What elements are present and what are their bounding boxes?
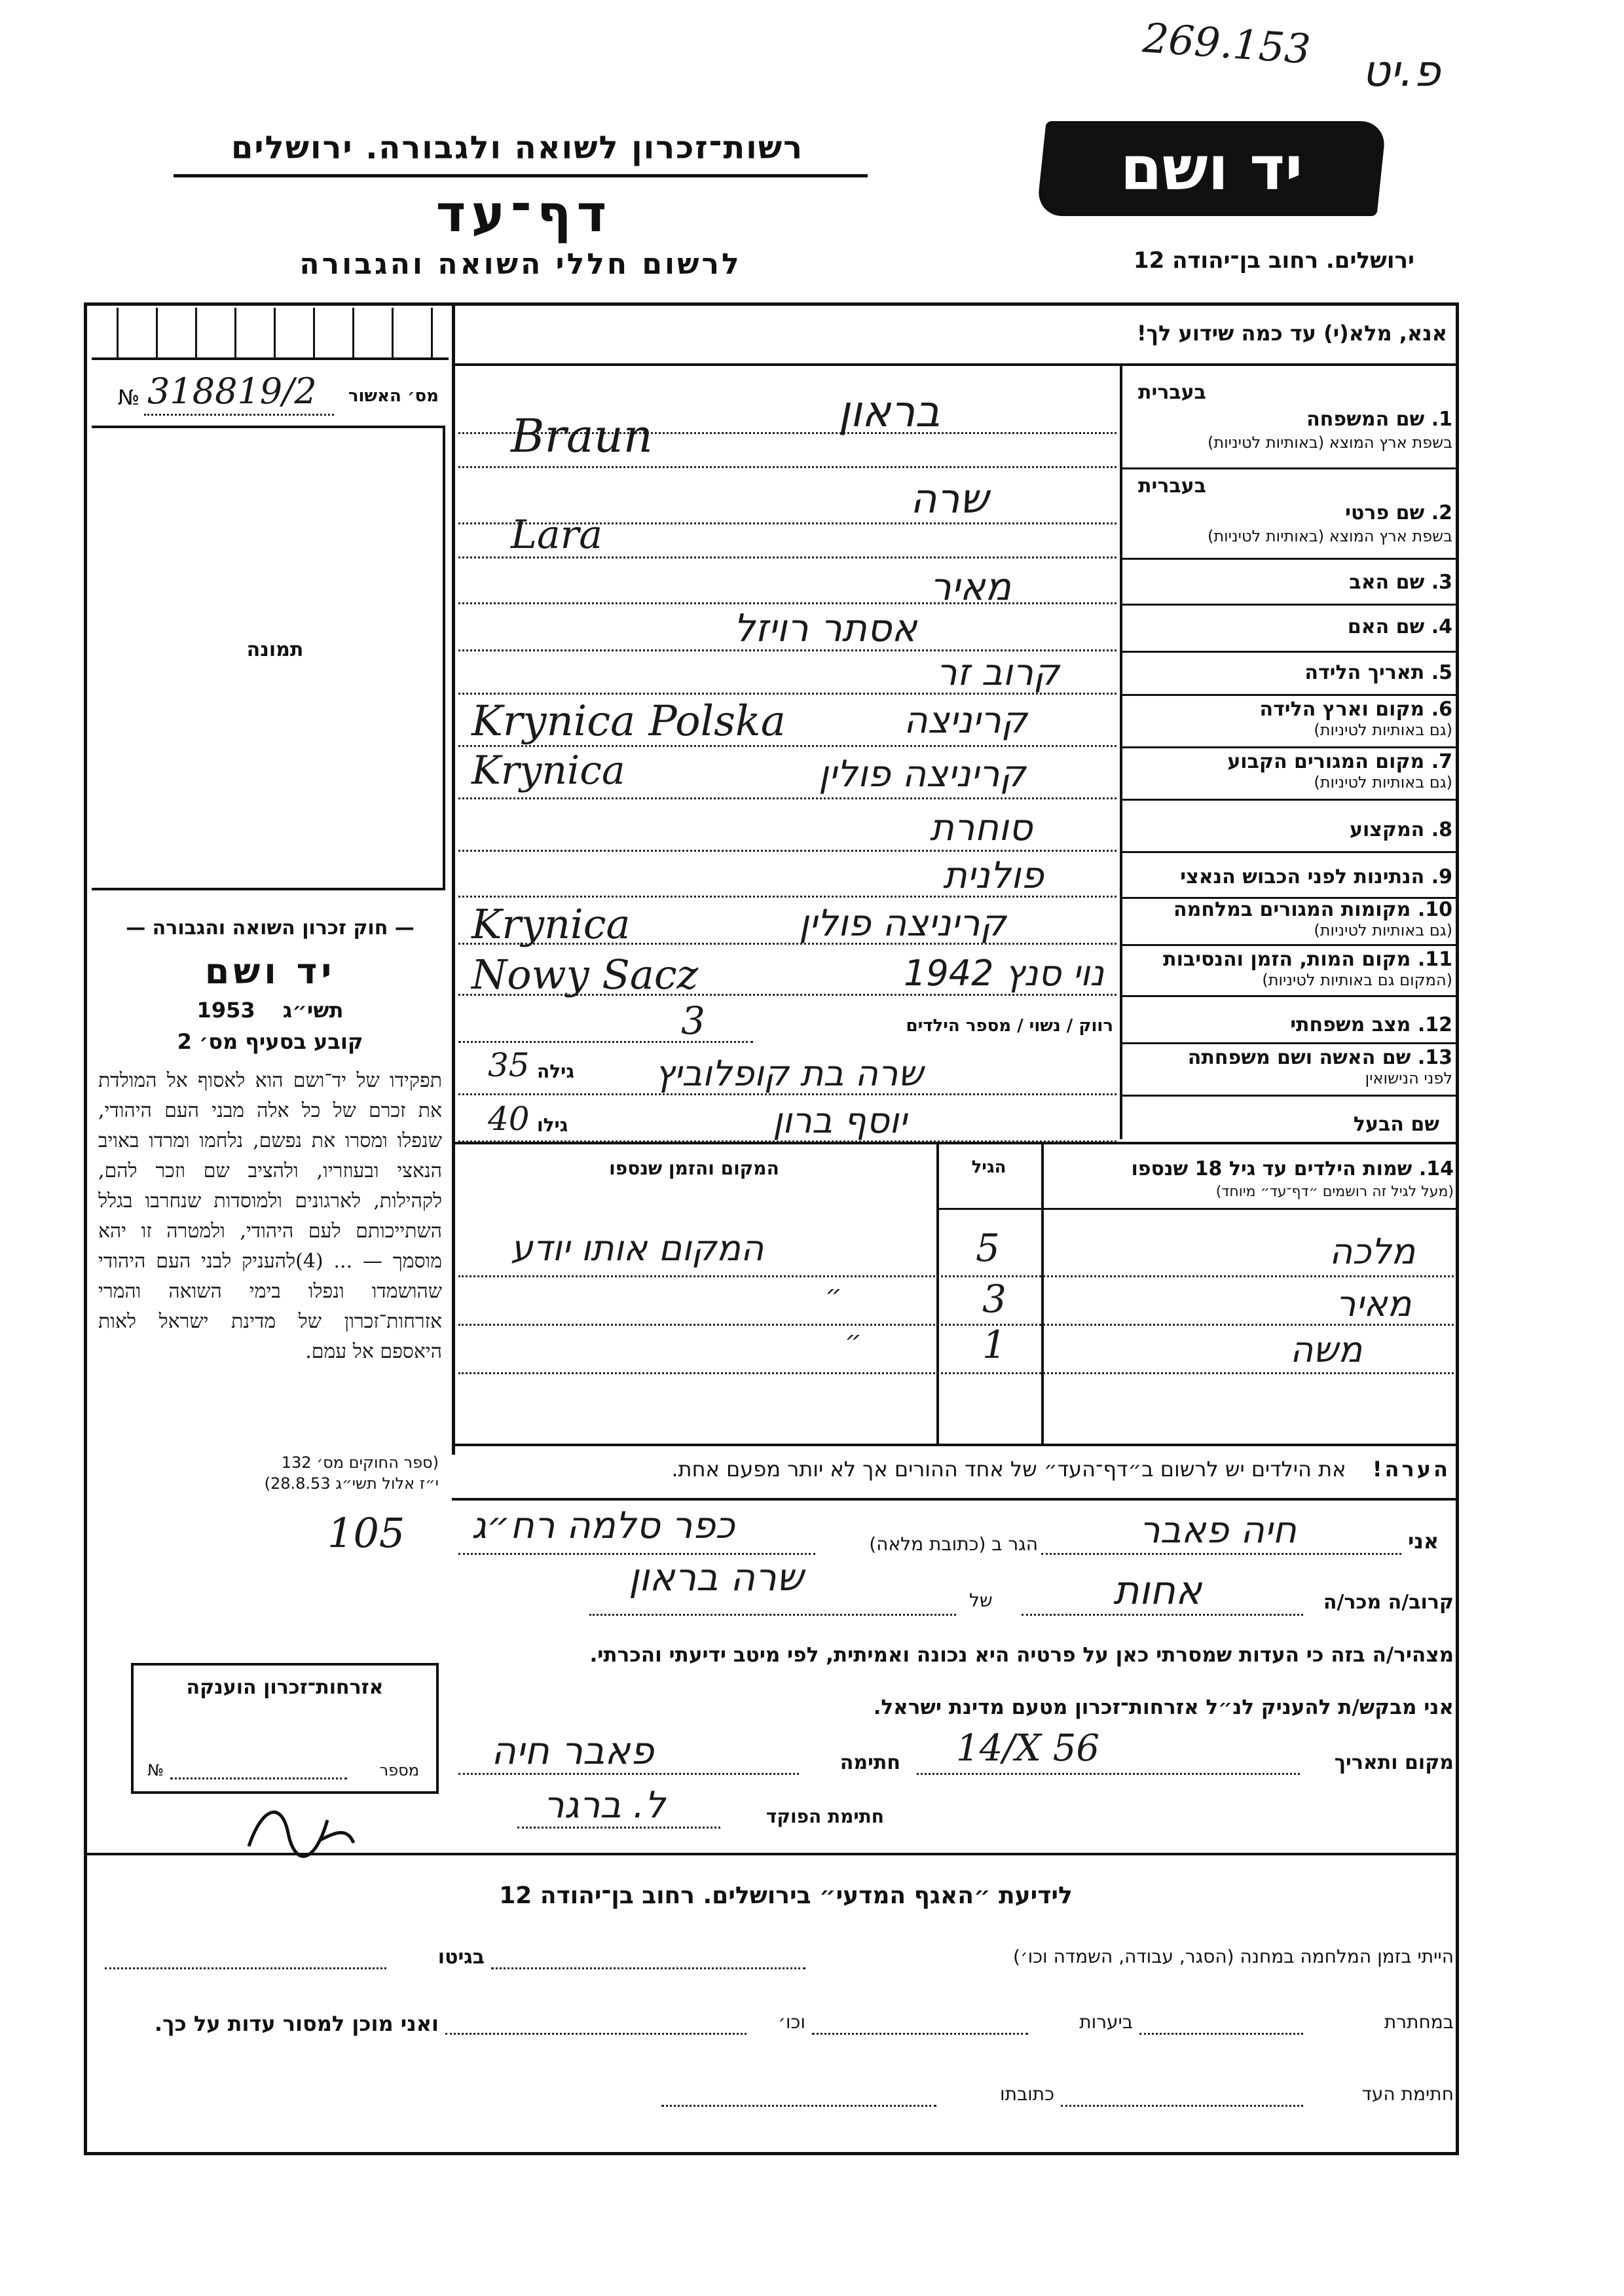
field-8-label-row <box>1125 818 1452 841</box>
field-12-line <box>458 1041 753 1043</box>
law-year-hebrew: תשי״ג <box>282 998 344 1023</box>
info-line1-a: הייתי בזמן המלחמה במחנה (הסגר, עבודה, השמדה וכו׳) <box>1013 1946 1454 1967</box>
info-line3-b: כתובתו <box>999 2083 1054 2105</box>
handwritten-scribble <box>242 1794 360 1872</box>
record-number-label: מס׳ האשור <box>348 386 439 406</box>
field-7-latin-value: Krynica <box>471 748 625 793</box>
field-12-number: 12. <box>1417 1013 1452 1036</box>
header-underline <box>174 174 868 177</box>
declaration-text: מצהיר/ה בזה כי העדות שמסרתי כאן על פרטיה היא נכונה ואמיתית, לפי מיטב ידיעתי והכרתי. <box>589 1643 1454 1667</box>
field-13-bottom <box>1120 1095 1459 1097</box>
instructions-row-line <box>452 363 1459 366</box>
law-year-number: 1953 <box>196 998 255 1023</box>
declarant-lives-label: הגר ב (כתובת מלאה) <box>869 1533 1038 1555</box>
field-2-line-b <box>458 556 1116 558</box>
field-6-hebrew-value: קריניצה <box>904 699 1027 742</box>
field-6-latin-value: Krynica Polska <box>471 697 786 746</box>
child-1-name: מלכה <box>1329 1231 1416 1272</box>
info-line3-dots-b <box>661 2105 936 2107</box>
field-1-note: בשפת ארץ המוצא (באותיות לטיניות) <box>1208 433 1452 452</box>
remark-label: הערה! <box>1372 1457 1450 1482</box>
info-line2-c: וכו׳ <box>778 2011 805 2033</box>
field-1-line-b <box>458 466 1116 468</box>
citizenship-box-prefix: № <box>147 1761 164 1779</box>
field-2-label: שם פרטי <box>1345 501 1425 524</box>
form-title: דף־עד <box>435 185 612 244</box>
child-3-place: ״ <box>845 1326 862 1356</box>
field-7-line <box>458 797 1116 799</box>
field-3-label-row <box>1125 571 1452 594</box>
child-3-name: משה <box>1290 1329 1363 1370</box>
husband-age-value: 40 <box>488 1100 530 1138</box>
labels-divider <box>1120 363 1122 1139</box>
children-heading-note: (מעל לגיל זה רושמים ״דף־עד״ מיוחד) <box>1215 1184 1454 1200</box>
husband-age-label: גילו <box>537 1114 568 1136</box>
field-12-inline: רווק / נשוי / מספר הילדים <box>906 1016 1113 1036</box>
record-number-prefix: № <box>118 385 140 410</box>
field-2-hebrew-value: שרה <box>910 475 989 522</box>
field-13-note: לפני הנישואין <box>1365 1069 1452 1087</box>
field-3-number: 3. <box>1431 571 1452 594</box>
children-header-bottom <box>939 1208 1459 1210</box>
field-2-note: בשפת ארץ המוצא (באותיות לטיניות) <box>1208 527 1452 545</box>
field-4-value: אסתר רויזל <box>733 606 917 650</box>
official-signature-value: ל. ברגר <box>544 1784 666 1827</box>
field-1-bottom <box>1120 467 1459 469</box>
instructions-text: אנא, מלא(י) עד כמה שידוע לך! <box>1136 321 1447 346</box>
field-9-label: הנתינות לפני הכבוש הנאצי <box>1180 866 1425 888</box>
margin-number: 105 <box>327 1509 405 1557</box>
field-10-labels <box>1125 898 1452 939</box>
field-7-hebrew-value: קריניצה פולין <box>819 753 1026 795</box>
field-13-labels <box>1125 1046 1452 1087</box>
law-name: יד ושם <box>204 951 336 992</box>
declarant-name-line <box>1041 1553 1401 1555</box>
field-5-label-row <box>1125 661 1452 684</box>
field-11-latin-value: Nowy Sacz <box>471 951 699 998</box>
info-line1-dots-a <box>491 1967 805 1969</box>
field-4-number: 4. <box>1431 615 1452 638</box>
husband-value: יוסף ברון <box>773 1100 907 1141</box>
law-year <box>92 998 449 1023</box>
field-11-bottom <box>1120 995 1459 997</box>
form-subtitle: לרשום חללי השואה והגבורה <box>299 247 742 281</box>
field-4-label-row <box>1125 615 1452 638</box>
declarant-of-line <box>589 1614 956 1616</box>
field-12-bottom <box>1120 1042 1459 1044</box>
field-7-note: (גם באותיות לטיניות) <box>1314 773 1452 792</box>
field-4-bottom <box>1120 651 1459 653</box>
info-line2-b: ביערות <box>1079 2011 1133 2033</box>
field-2-number: 2. <box>1431 501 1452 524</box>
field-13-number: 13. <box>1417 1046 1452 1069</box>
field-13-line <box>458 1093 1116 1095</box>
remark-row <box>458 1457 1450 1482</box>
law-body-text: תפקידו של יד־ושם הוא לאסוף אל המולדת את זכרם של כל אלה מבני העם היהודי, שנפלו ומסרו את נפשם, נלחמו ומרדו באויב הנאצי ובעוזריו, ולהציב שם וזכר להם, לקהילות, לארגונים ולמוסדות שנחרבו בגלל השתייכותם לעם היהודי, ולמטרה זו יהא מוסמך — ... (4)להעניק לבני העם היהודי שהושמדו ונפלו בימי השואה והמרי אזרחות־זכרון של מדינת ישראל לאות היאספם אל עמם. <box>98 1069 443 1363</box>
handwritten-file-number: 269.153 <box>1141 14 1312 73</box>
institution-name: רשות־זכרון לשואה ולגבורה. ירושלים <box>231 130 804 166</box>
law-heading: — חוק זכרון השואה והגבורה — <box>126 917 415 939</box>
children-age-header: הגיל <box>971 1157 1006 1177</box>
declarant-relation-line <box>1022 1614 1303 1616</box>
husband-label: שם הבעל <box>1353 1113 1439 1136</box>
law-reference-1: (ספר החוקים מס׳ 132 <box>281 1453 439 1472</box>
field-5-label: תאריך הלידה <box>1304 661 1425 684</box>
field-6-line <box>458 745 1116 747</box>
info-line2-dots-a <box>1139 2033 1303 2035</box>
citizenship-box-title: אזרחות־זכרון הוענקה <box>186 1676 384 1699</box>
remark-text: את הילדים יש לרשום ב״דף־העד״ של אחד ההורים אך לא יותר מפעם אחת. <box>671 1457 1346 1482</box>
field-13-value: שרה בת קופלוביץ <box>655 1053 923 1094</box>
field-10-note: (גם באותיות לטיניות) <box>1314 921 1452 939</box>
child-1-age: 5 <box>976 1226 1000 1270</box>
yad-vashem-logo <box>1036 121 1386 216</box>
child-2-age: 3 <box>982 1277 1006 1321</box>
field-6-label: מקום וארץ הלידה <box>1259 698 1425 721</box>
signature-value: פאבר חיה <box>491 1728 654 1773</box>
info-line2-dots-c <box>445 2033 747 2035</box>
official-signature-label: חתימת הפוקד <box>766 1806 884 1827</box>
children-table-bottom <box>452 1444 1459 1446</box>
field-2-latin-value: Lara <box>511 512 603 558</box>
child-1-place: המקום אותו יודע <box>511 1228 764 1269</box>
official-signature-line <box>517 1827 720 1829</box>
info-line3-dots-a <box>1061 2105 1303 2107</box>
field-1-labels <box>1125 381 1452 452</box>
field-8-line <box>458 850 1116 852</box>
field-4-label: שם האם <box>1347 615 1425 638</box>
children-place-header: המקום והזמן שנספו <box>609 1157 779 1179</box>
left-column-divider <box>452 302 455 1455</box>
record-tick-boxes <box>92 308 449 360</box>
citizenship-box-number-line <box>170 1777 347 1779</box>
field-1-label: שם המשפחה <box>1306 408 1425 431</box>
record-number-dots <box>144 414 334 416</box>
field-1-latin-value: Braun <box>511 409 653 463</box>
declarant-relation-label: קרוב/ה מכר/ה <box>1323 1591 1454 1614</box>
law-reference-2: י״ז אלול תשי״ג 28.8.53) <box>264 1474 439 1493</box>
field-11-number: 11. <box>1417 948 1452 971</box>
field-2-sub-label: בעברית <box>1138 475 1206 498</box>
field-3-bottom <box>1120 604 1459 606</box>
field-12-label: מצב משפחתי <box>1290 1013 1411 1036</box>
photo-label: תמונה <box>246 638 304 661</box>
children-col-divider-2 <box>936 1144 939 1446</box>
husband-bottom <box>452 1142 1459 1144</box>
field-2-labels <box>1125 475 1452 545</box>
declarant-relation: אחות <box>1113 1568 1202 1614</box>
request-text: אני מבקש/ת להעניק לנ״ל אזרחות־זכרון מטעם מדינת ישראל. <box>873 1696 1454 1719</box>
field-5-value: קרוב זר <box>936 651 1060 694</box>
declarant-address: כפר סלמה רח״ג <box>471 1504 735 1547</box>
field-9-label-row <box>1125 866 1452 888</box>
field-7-label: מקום המגורים הקבוע <box>1227 750 1425 773</box>
logo-text: יד ושם <box>1120 134 1303 204</box>
field-10-bottom <box>1120 944 1459 946</box>
info-line3-a: חתימת העד <box>1361 2083 1454 2105</box>
place-date-label: מקום ותאריך <box>1334 1751 1454 1774</box>
record-number-value: 318819/2 <box>147 371 317 412</box>
field-11-line <box>458 994 1116 996</box>
field-10-line <box>458 943 1116 945</box>
field-3-label: שם האב <box>1349 571 1425 594</box>
signature-line <box>458 1773 799 1775</box>
declarant-i-label: אני <box>1408 1529 1439 1554</box>
child-3-age: 1 <box>982 1322 1006 1367</box>
remark-bottom <box>452 1498 1459 1501</box>
child-2-line <box>458 1324 1454 1326</box>
header-address: ירושלים. רחוב בן־יהודה 12 <box>1133 247 1414 274</box>
field-6-bottom <box>1120 746 1459 748</box>
field-5-line <box>458 693 1116 695</box>
field-11-note: (המקום גם באותיות לטיניות) <box>1262 971 1452 989</box>
field-13-label: שם האשה ושם משפחתה <box>1187 1046 1411 1069</box>
child-1-line <box>458 1275 1454 1277</box>
field-11-labels <box>1125 948 1452 989</box>
place-date-value: 14/X 56 <box>956 1727 1100 1770</box>
field-3-value: מאיר <box>930 564 1011 609</box>
field-8-bottom <box>1120 851 1459 853</box>
field-10-latin-value: Krynica <box>471 900 631 948</box>
info-section-title: לידיעת ״האגף המדעי״ בירושלים. רחוב בן־יהודה 12 <box>499 1882 1073 1909</box>
field-7-bottom <box>1120 799 1459 801</box>
field-13-age-value: 35 <box>488 1046 530 1084</box>
field-11-label: מקום המות, הזמן והנסיבות <box>1163 948 1411 971</box>
info-line1-b: בגיטו <box>437 1946 485 1969</box>
field-3-line <box>458 602 1116 604</box>
child-2-name: מאיר <box>1336 1283 1412 1324</box>
info-line2-a: במחתרת <box>1384 2011 1454 2033</box>
field-2-bottom <box>1120 558 1459 560</box>
field-13-age-label: גילה <box>537 1061 574 1082</box>
field-8-number: 8. <box>1431 818 1452 841</box>
citizenship-box-number-label: מספר <box>379 1761 419 1779</box>
field-6-number: 6. <box>1431 698 1452 721</box>
field-5-number: 5. <box>1431 661 1452 684</box>
field-9-value: פולנית <box>943 854 1044 897</box>
field-10-number: 10. <box>1417 898 1452 921</box>
children-col-divider-1 <box>1041 1144 1044 1446</box>
signature-label: חתימה <box>840 1751 900 1774</box>
field-7-labels <box>1125 750 1452 792</box>
field-7-number: 7. <box>1431 750 1452 773</box>
place-date-line <box>917 1773 1300 1775</box>
field-9-line <box>458 896 1116 898</box>
field-11-hebrew-value: נוי סנץ 1942 <box>904 953 1104 994</box>
handwritten-code: פ.יט <box>1362 46 1441 96</box>
field-1-hebrew-value: בראון <box>838 386 940 437</box>
field-10-hebrew-value: קריניצה פולין <box>799 902 1006 945</box>
info-section-top <box>84 1853 1459 1855</box>
declarant-of-value: שרה בראון <box>629 1555 803 1599</box>
info-line1-dots-b <box>105 1967 386 1969</box>
field-10-label: מקומות המגורים במלחמה <box>1173 898 1411 921</box>
info-line2-dots-b <box>812 2033 1028 2035</box>
field-6-labels <box>1125 698 1452 739</box>
law-section: קובע בסעיף מס׳ 2 <box>177 1029 363 1054</box>
declarant-of-label: של <box>969 1590 993 1611</box>
field-1-sub-label: בעברית <box>1138 381 1206 404</box>
field-8-value: סוחרת <box>930 807 1033 849</box>
children-heading: 14. שמות הילדים עד גיל 18 שנספו <box>1131 1157 1454 1180</box>
field-12-children-count: 3 <box>681 998 705 1043</box>
child-3-line <box>458 1372 1454 1374</box>
info-line2-d: ואני מוכן למסור עדות על כך. <box>154 2011 439 2036</box>
field-5-bottom <box>1120 694 1459 696</box>
declarant-name: חיה פאבר <box>1139 1509 1297 1552</box>
field-6-note: (גם באותיות לטיניות) <box>1314 721 1452 739</box>
field-12-label-row <box>1125 1013 1452 1036</box>
field-8-label: המקצוע <box>1349 818 1425 841</box>
child-2-place: ״ <box>825 1280 842 1310</box>
field-9-number: 9. <box>1431 866 1452 888</box>
field-1-number: 1. <box>1431 408 1452 431</box>
